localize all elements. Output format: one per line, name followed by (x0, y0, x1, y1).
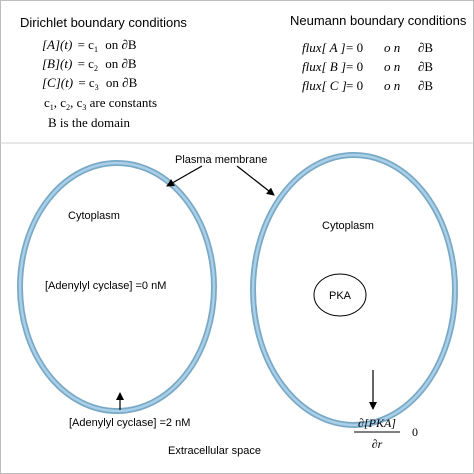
dirichlet-title: Dirichlet boundary conditions (20, 15, 187, 30)
extracellular-space-label: Extracellular space (168, 445, 261, 457)
dirichlet-equation-a: [A](t) = $c_1$ on ∂B (42, 37, 137, 54)
neumann-equation-c: flux[ C ] = 0 o n ∂B (302, 78, 434, 93)
gradient-numerator: ∂[PKA] (358, 416, 396, 430)
gradient-value: 0 (412, 425, 418, 439)
constants-note: $c_1$, $c_2$, $c_3$ are constants (44, 95, 158, 112)
pka-label: PKA (328, 290, 352, 302)
neumann-title: Neumann boundary conditions (290, 13, 467, 28)
left-cytoplasm-label: Cytoplasm (68, 210, 120, 222)
dirichlet-equation-c: [C](t) = $c_3$ on ∂B (42, 75, 138, 92)
arrow-to-right-membrane (237, 166, 274, 195)
neumann-equation-b: flux[ B ] = 0 o n ∂B (302, 59, 434, 74)
arrow-to-left-membrane (167, 166, 202, 186)
left-outer-concentration: [Adenylyl cyclase] =2 nM (69, 417, 191, 429)
plasma-membrane-label: Plasma membrane (175, 154, 268, 166)
left-inner-concentration: [Adenylyl cyclase] =0 nM (45, 280, 167, 292)
gradient-denominator: ∂r (371, 437, 383, 451)
neumann-equation-a: flux[ A ] = 0 o n ∂B (302, 40, 434, 55)
domain-note: B is the domain (48, 115, 130, 130)
right-cytoplasm-label: Cytoplasm (322, 220, 374, 232)
dirichlet-equation-b: [B](t) = $c_2$ on ∂B (42, 56, 137, 73)
